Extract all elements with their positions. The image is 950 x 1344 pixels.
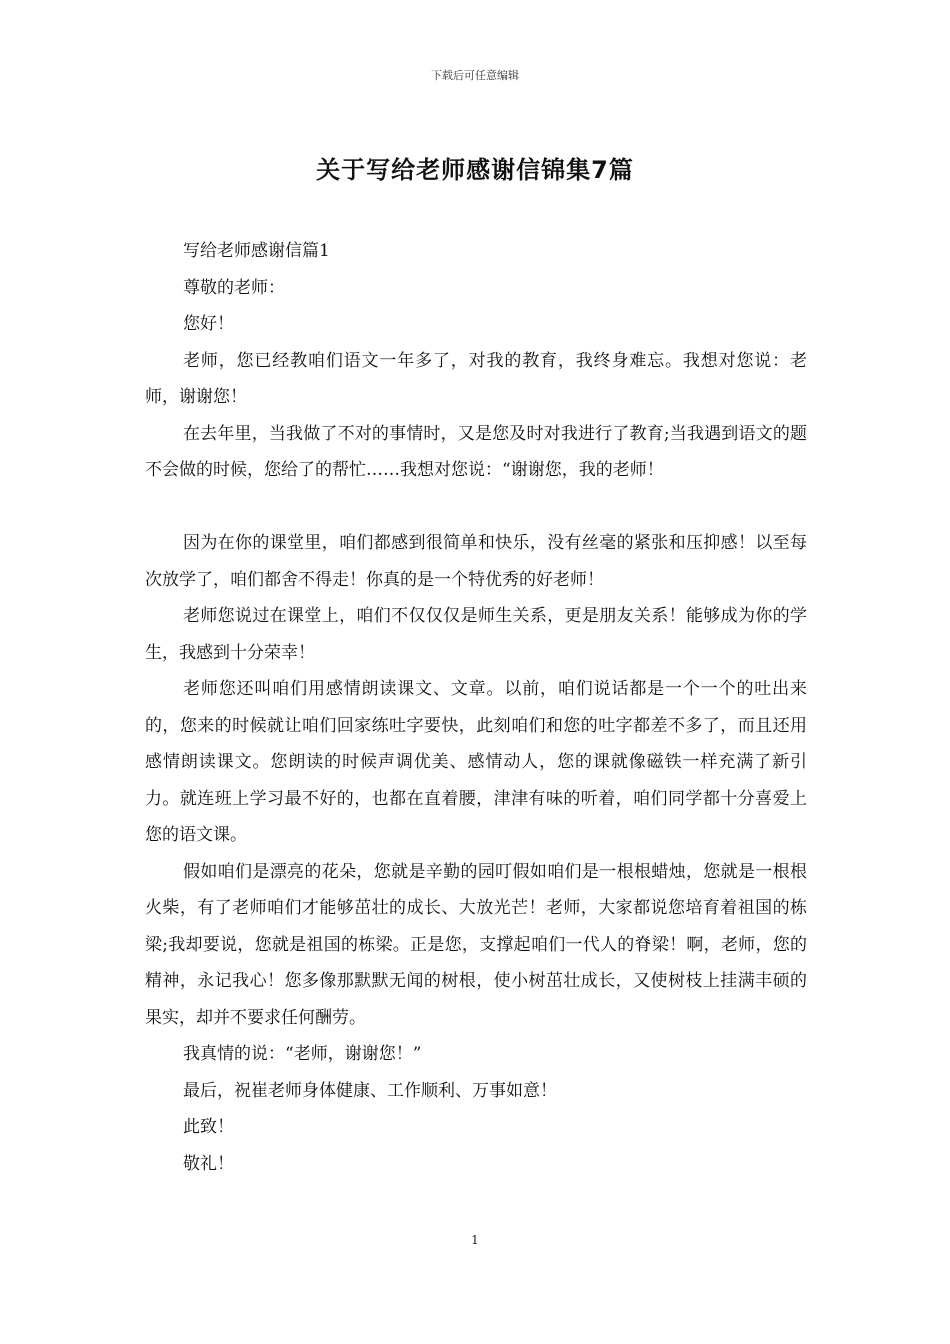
header-note: 下载后可任意编辑 bbox=[431, 69, 519, 82]
body-paragraph: 我真情的说：“老师，谢谢您！” bbox=[183, 1044, 422, 1064]
closing-jingli: 敬礼！ bbox=[183, 1153, 234, 1174]
body-paragraph: 老师，您已经教咱们语文一年多了，对我的教育，我终身难忘。我想对您说：老师，谢谢您！ bbox=[145, 350, 807, 407]
body-paragraph: 在去年里，当我做了不对的事情时，又是您及时对我进行了教育;当我遇到语文的题不会做的时候，您给了的帮忙……我想对您说：“谢谢您，我的老师！ bbox=[145, 423, 807, 480]
closing-cizhi: 此致！ bbox=[183, 1117, 234, 1137]
document-title: 关于写给老师感谢信锦集7篇 bbox=[316, 156, 634, 184]
body-paragraph: 假如咱们是漂亮的花朵，您就是辛勤的园叮假如咱们是一根根蜡烛，您就是一根根火柴，有了老师咱们才能够茁壮的成长、大放光芒！老师，大家都说您培育着祖国的栋梁;我却要说，您就是祖国的栋梁。正是您，支撑起咱们一代人的脊梁！啊，老师，您的精神，永记我心！您多像那默默无闻的树根，使小树茁壮成长，又使树枝上挂满丰硕的果实，却并不要求任何酬劳。 bbox=[145, 861, 807, 1028]
body-paragraph: 老师您还叫咱们用感情朗读课文、文章。以前，咱们说话都是一个一个的吐出来的，您来的时候就让咱们回家练吐字要快，此刻咱们和您的吐字都差不多了，而且还用感情朗读课文。您朗读的时候声调优美、感情动人，您的课就像磁铁一样充满了新引力。就连班上学习最不好的，也都在直着腰，津津有味的听着，咱们同学都十分喜爱上您的语文课。 bbox=[145, 679, 807, 845]
closing-wish: 最后，祝崔老师身体健康、工作顺利、万事如意！ bbox=[183, 1080, 557, 1101]
greeting: 您好！ bbox=[183, 314, 234, 334]
page-number: 1 bbox=[471, 1233, 479, 1247]
section-heading: 写给老师感谢信篇1 bbox=[183, 241, 330, 261]
blank-line bbox=[145, 489, 807, 526]
salutation: 尊敬的老师： bbox=[183, 277, 285, 298]
body-paragraph: 因为在你的课堂里，咱们都感到很简单和快乐，没有丝毫的紧张和压抑感！以至每次放学了，咱们都舍不得走！你真的是一个特优秀的好老师！ bbox=[145, 533, 807, 590]
letter-body bbox=[145, 233, 807, 1182]
body-paragraph: 老师您说过在课堂上，咱们不仅仅仅是师生关系，更是朋友关系！能够成为你的学生，我感到十分荣幸！ bbox=[145, 606, 807, 663]
